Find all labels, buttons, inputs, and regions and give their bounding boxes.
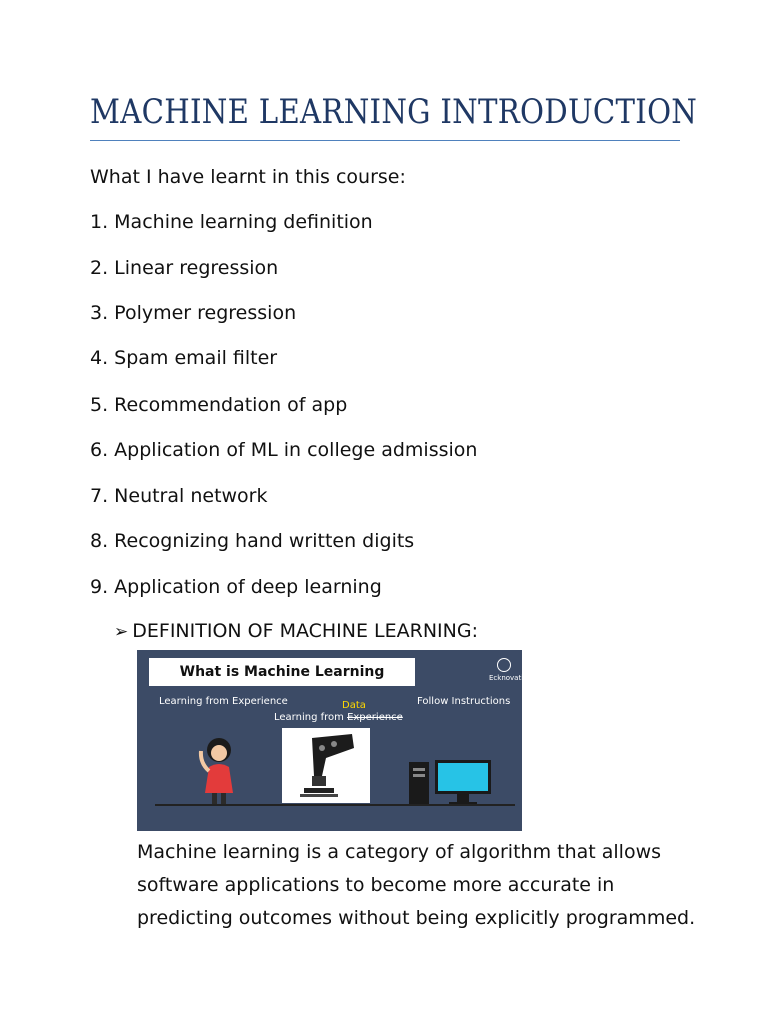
- paragraph-line: predicting outcomes without being explicitly programmed.: [137, 907, 696, 929]
- label-data: Data: [342, 700, 366, 711]
- list-item: 5. Recommendation of app: [90, 394, 348, 416]
- list-item: 8. Recognizing hand written digits: [90, 530, 415, 552]
- robot-hand-icon: [282, 728, 370, 803]
- title-underline: [90, 140, 680, 141]
- list-item: 1. Machine learning definition: [90, 211, 373, 233]
- logo-text: Ecknovation: [489, 674, 532, 682]
- list-item: 2. Linear regression: [90, 257, 279, 279]
- girl-waving-icon: [195, 735, 245, 807]
- label-learning-from-text: Learning from: [274, 712, 344, 723]
- list-item: 9. Application of deep learning: [90, 576, 382, 598]
- logo-circle-icon: [497, 658, 511, 672]
- document-title: MACHINE LEARNING INTRODUCTION: [90, 92, 698, 132]
- list-item: 7. Neutral network: [90, 485, 268, 507]
- list-item: 6. Application of ML in college admission: [90, 439, 478, 461]
- arrow-bullet-icon: ➢: [114, 622, 129, 642]
- label-learning-from-data: [274, 712, 403, 723]
- label-learning-from-experience: Learning from Experience: [159, 696, 288, 707]
- list-item: 4. Spam email filter: [90, 347, 278, 369]
- label-struck-experience: Experience: [347, 712, 403, 723]
- figure-title: What is Machine Learning: [149, 658, 415, 686]
- label-follow-instructions: Follow Instructions: [417, 696, 511, 707]
- intro-text: What I have learnt in this course:: [90, 166, 406, 188]
- paragraph-line: Machine learning is a category of algorithm that allows: [137, 841, 662, 863]
- computer-icon: [407, 758, 497, 808]
- ground-line: [155, 804, 515, 806]
- definition-paragraph: [137, 836, 695, 935]
- robot-hand-panel: [282, 728, 370, 803]
- figure-logo: [489, 658, 532, 682]
- paragraph-line: software applications to become more accurate in: [137, 874, 615, 896]
- section-heading: [114, 620, 478, 642]
- ml-illustration: [137, 650, 532, 831]
- section-heading-text: DEFINITION OF MACHINE LEARNING:: [132, 620, 478, 642]
- list-item: 3. Polymer regression: [90, 302, 297, 324]
